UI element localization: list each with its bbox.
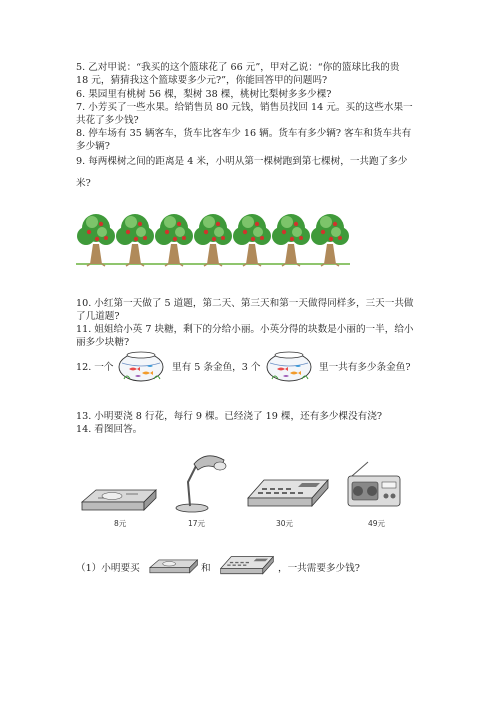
question-10-line-2: 了几道题? bbox=[76, 311, 120, 322]
calculator-icon bbox=[244, 476, 332, 518]
question-8-line-1: 8. 停车场有 35 辆客车，货车比客车少 16 辆。货车有多少辆? 客车和货车共有 bbox=[76, 128, 412, 139]
question-11-line-1: 11. 姐姐给小英 7 块糖，剩下的分给小丽。小英分得的块数是小丽的一半，给小 bbox=[76, 324, 414, 335]
question-13: 13. 小明要浇 8 行花，每行 9 棵。已经浇了 19 棵，还有多少棵没有浇? bbox=[76, 411, 383, 422]
fish-tank-icon bbox=[264, 349, 314, 387]
question-5-line-1: 5. 乙对甲说：“我买的这个篮球花了 66 元”，甲对乙说：“你的篮球比我的贵 bbox=[76, 62, 400, 73]
pencil-box-icon bbox=[146, 556, 200, 582]
question-12-part-1: 12. 一个 bbox=[76, 362, 114, 373]
question-7-line-2: 共花了多少钱? bbox=[76, 115, 139, 126]
question-6: 6. 果园里有桃树 56 棵，梨树 38 棵，桃树比梨树多多少棵? bbox=[76, 89, 332, 100]
tree-icon bbox=[155, 214, 193, 266]
tree-row-illustration bbox=[74, 208, 354, 274]
question-14-sub-1-part-3: ，一共需要多少钱? bbox=[278, 563, 360, 574]
tree-icon bbox=[116, 214, 154, 266]
price-label: 8元 bbox=[114, 519, 127, 528]
question-12-part-2: 里有 5 条金鱼，3 个 bbox=[172, 362, 261, 373]
pencil-box-icon bbox=[76, 484, 160, 522]
fish-tank-icon bbox=[116, 349, 166, 387]
tree-row-svg bbox=[74, 208, 354, 270]
question-5-line-2: 18 元，猜猜我这个篮球要多少元?”，你能回答甲的问题吗? bbox=[76, 75, 328, 86]
tree-icon bbox=[233, 214, 271, 266]
question-8-line-2: 多少辆? bbox=[76, 141, 110, 152]
tree-icon bbox=[194, 214, 232, 266]
price-label: 30元 bbox=[276, 519, 294, 528]
question-14: 14. 看图回答。 bbox=[76, 424, 143, 435]
radio-icon bbox=[344, 460, 404, 514]
price-label: 17元 bbox=[188, 519, 206, 528]
question-7-line-1: 7. 小芳买了一些水果。给销售员 80 元钱，销售员找回 14 元。买的这些水果一 bbox=[76, 102, 413, 113]
question-12-part-3: 里一共有多少条金鱼? bbox=[319, 362, 411, 373]
question-10-line-1: 10. 小红第一天做了 5 道题，第二天、第三天和第一天做得同样多，三天一共做 bbox=[76, 298, 414, 309]
question-11-line-2: 丽多少块糖? bbox=[76, 337, 130, 348]
tree-icon bbox=[311, 214, 349, 266]
price-label: 49元 bbox=[368, 519, 386, 528]
question-9-line-1: 9. 每两棵树之间的距离是 4 米，小明从第一棵树跑到第七棵树，一共跑了多少 bbox=[76, 156, 408, 167]
question-9-line-2: 米? bbox=[76, 178, 91, 189]
question-14-sub-1-part-1: （1）小明要买 bbox=[76, 563, 140, 574]
tree-icon bbox=[272, 214, 310, 266]
desk-lamp-icon bbox=[168, 452, 238, 518]
tree-icon bbox=[77, 214, 115, 266]
question-14-sub-1-part-2: 和 bbox=[201, 563, 211, 574]
calculator-icon bbox=[218, 554, 276, 583]
